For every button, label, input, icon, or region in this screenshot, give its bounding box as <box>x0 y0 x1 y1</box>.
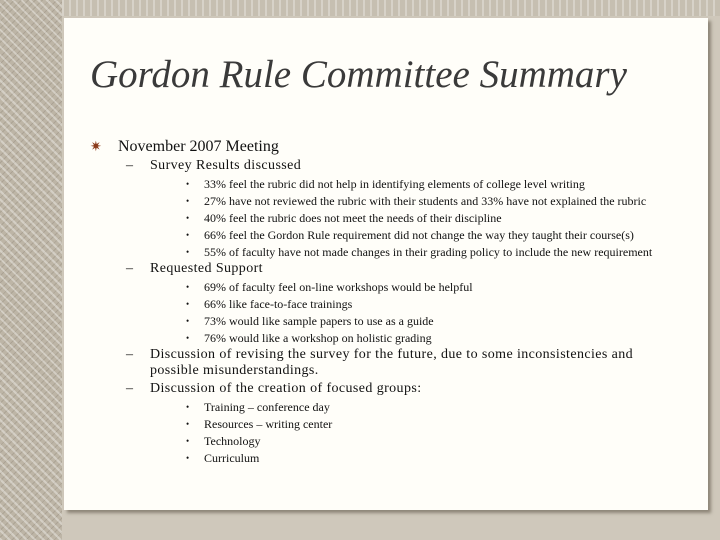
dot-bullet-icon: • <box>186 333 190 343</box>
list-item: • 76% would like a workshop on holistic grading <box>186 331 432 345</box>
section-heading: – Discussion of the creation of focused groups: <box>126 381 422 396</box>
list-item: • 33% feel the rubric did not help in identifying elements of college level writing <box>186 177 585 191</box>
dot-bullet-icon: • <box>186 453 190 463</box>
dot-bullet-icon: • <box>186 282 190 292</box>
decorative-border-top <box>62 0 720 16</box>
list-item: • 55% of faculty have not made changes in their grading policy to include the new requirement <box>186 245 653 259</box>
slide-title: Gordon Rule Committee Summary <box>90 53 627 96</box>
dot-bullet-icon: • <box>186 179 190 189</box>
slide-content <box>90 138 690 467</box>
dash-bullet-icon: – <box>126 347 134 362</box>
list-item: • 27% have not reviewed the rubric with their students and 33% have not explained the rubric <box>186 194 647 208</box>
dot-bullet-icon: • <box>186 213 190 223</box>
list-item: • Technology <box>186 434 261 448</box>
dot-bullet-icon: • <box>186 419 190 429</box>
dash-bullet-icon: – <box>126 261 134 276</box>
bullet-list <box>90 281 690 345</box>
list-item: • Training – conference day <box>186 400 330 414</box>
dash-bullet-icon: – <box>126 381 134 396</box>
dot-bullet-icon: • <box>186 436 190 446</box>
list-item: • 73% would like sample papers to use as a guide <box>186 314 434 328</box>
dot-bullet-icon: • <box>186 247 190 257</box>
list-item: • 66% feel the Gordon Rule requirement did not change the way they taught their course(s) <box>186 228 634 242</box>
section-heading: – Discussion of revising the survey for the future, due to some inconsistencies and possible misunderstandings. <box>126 347 634 378</box>
main-bullet <box>90 138 690 156</box>
list-item: • 40% feel the rubric does not meet the needs of their discipline <box>186 211 502 225</box>
list-item: • 69% of faculty feel on-line workshops would be helpful <box>186 280 473 294</box>
list-item: • Curriculum <box>186 451 260 465</box>
list-item: • Resources – writing center <box>186 417 333 431</box>
dot-bullet-icon: • <box>186 196 190 206</box>
section-heading: – Requested Support <box>126 261 263 276</box>
bullet-list <box>90 178 690 259</box>
main-bullet-text: November 2007 Meeting <box>118 138 279 155</box>
dot-bullet-icon: • <box>186 230 190 240</box>
dash-bullet-icon: – <box>126 158 134 173</box>
star-bullet-icon: ✷ <box>90 140 102 155</box>
decorative-border-left <box>0 0 62 540</box>
bullet-list <box>90 401 690 465</box>
dot-bullet-icon: • <box>186 299 190 309</box>
list-item: • 66% like face-to-face trainings <box>186 297 353 311</box>
dot-bullet-icon: • <box>186 316 190 326</box>
dot-bullet-icon: • <box>186 402 190 412</box>
section-heading: – Survey Results discussed <box>126 158 302 173</box>
